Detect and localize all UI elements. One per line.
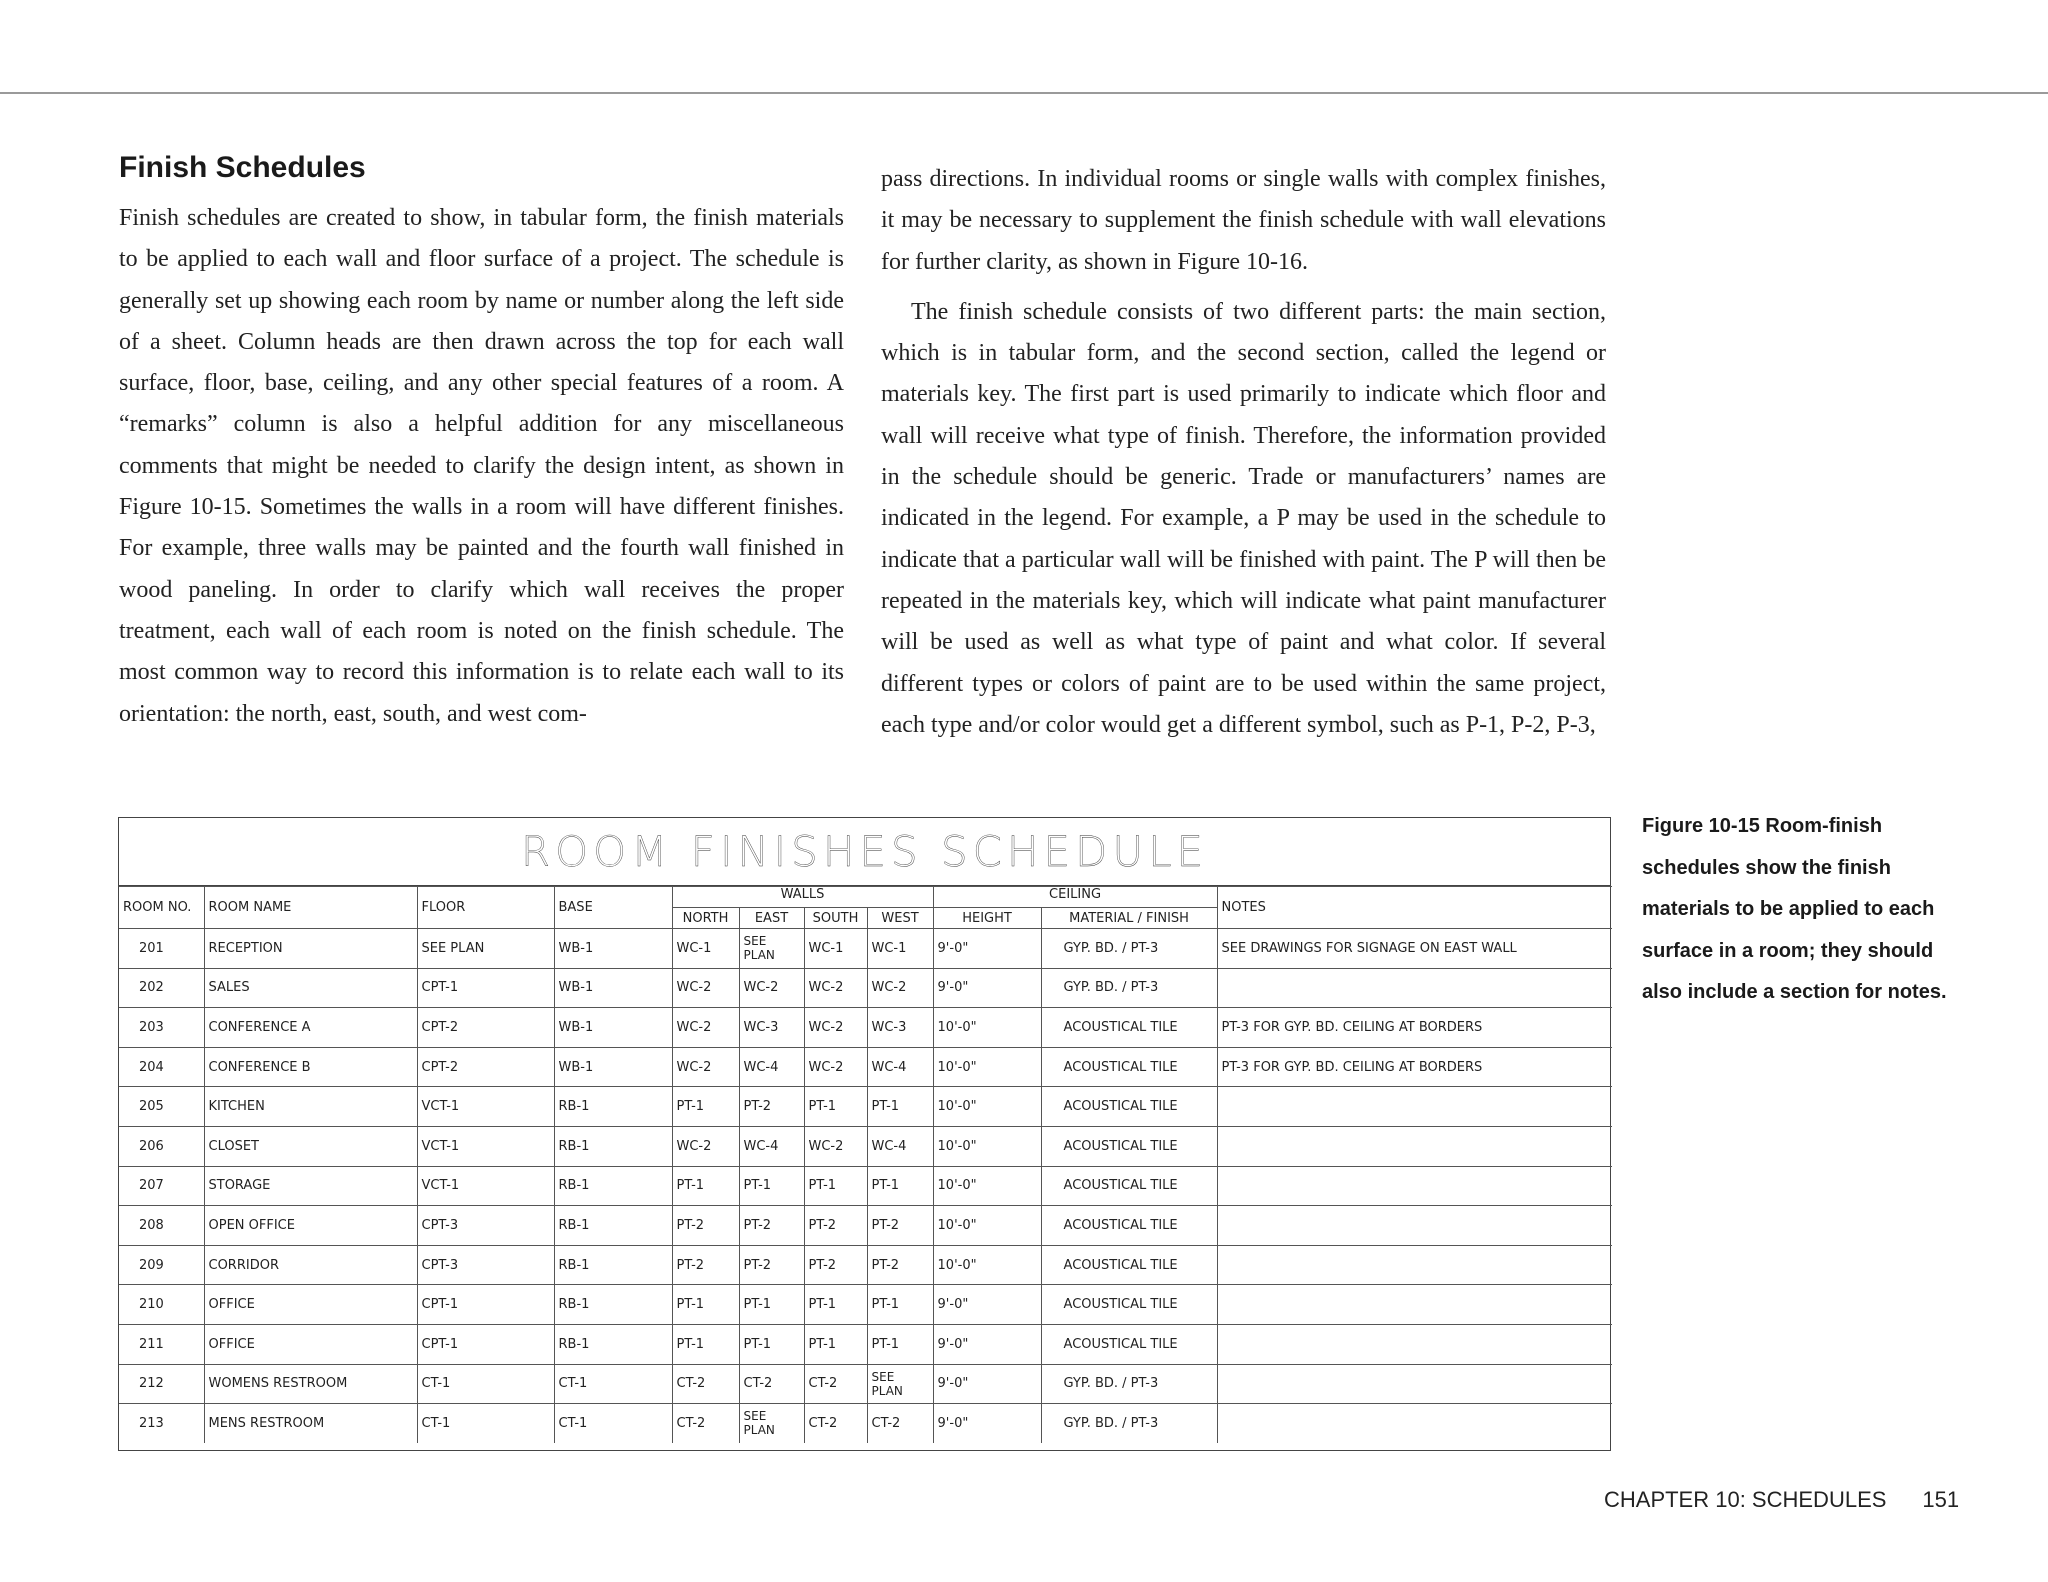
cell-height: 10'-0" — [933, 1087, 1041, 1127]
cell-base: RB-1 — [554, 1087, 672, 1127]
table-row — [119, 1047, 1612, 1087]
cell-notes: PT-3 FOR GYP. BD. CEILING AT BORDERS — [1217, 1008, 1612, 1048]
cell-north: WC-2 — [672, 1047, 739, 1087]
table-row — [119, 1206, 1612, 1246]
right-paragraph-2: The finish schedule consists of two different parts: the main section, which is in tabular form, and the second section, called the legend or materials key. The first part is used primarily to indicate which floor and wall will receive what type of finish. Therefore, the information provided in the schedule should be generic. Trade or manufacturers’ names are indicated in the legend. For example, a P may be used in the schedule to indicate that a particular wall will be finished with paint. The P will then be repeated in the materials key, which will indicate what paint manufacturer will be used as well as what type of paint and what color. If several different types or colors of paint are to be used within the same project, each type and/or color would get a different symbol, such as P-1, P-2, P-3, — [881, 298, 1606, 738]
cell-north: WC-1 — [672, 929, 739, 969]
cell-north: CT-2 — [672, 1404, 739, 1443]
table-row — [119, 1126, 1612, 1166]
cell-east: CT-2 — [739, 1364, 804, 1404]
cell-floor: CPT-3 — [417, 1245, 554, 1285]
cell-name: OFFICE — [204, 1285, 417, 1325]
cell-material: GYP. BD. / PT-3 — [1041, 968, 1217, 1008]
top-rule — [0, 92, 2048, 94]
cell-no: 212 — [119, 1364, 204, 1404]
cell-west: WC-4 — [867, 1047, 933, 1087]
cell-north: PT-2 — [672, 1245, 739, 1285]
cell-south: PT-1 — [804, 1087, 867, 1127]
table-row — [119, 1404, 1612, 1443]
cell-west: WC-3 — [867, 1008, 933, 1048]
cell-south: CT-2 — [804, 1404, 867, 1443]
header-floor: FLOOR — [417, 887, 554, 929]
cell-west: PT-1 — [867, 1324, 933, 1364]
header-height: HEIGHT — [933, 908, 1041, 929]
right-paragraph-1: pass directions. In individual rooms or single walls with complex finishes, it may be necessary to supplement the finish schedule with wall elevations for further clarity, as shown in Figure 10-16. — [881, 166, 1606, 275]
cell-material: ACOUSTICAL TILE — [1041, 1166, 1217, 1206]
schedule-table — [119, 886, 1612, 1443]
chapter-label: CHAPTER 10: SCHEDULES — [1604, 1487, 1887, 1512]
cell-base: RB-1 — [554, 1206, 672, 1246]
cell-no: 208 — [119, 1206, 204, 1246]
header-room-name: ROOM NAME — [204, 887, 417, 929]
table-row — [119, 968, 1612, 1008]
cell-name: MENS RESTROOM — [204, 1404, 417, 1443]
cell-height: 10'-0" — [933, 1206, 1041, 1246]
section-heading: Finish Schedules — [119, 151, 366, 184]
cell-east: PT-1 — [739, 1324, 804, 1364]
cell-north: CT-2 — [672, 1364, 739, 1404]
header-east: EAST — [739, 908, 804, 929]
cell-south: PT-1 — [804, 1324, 867, 1364]
cell-north: WC-2 — [672, 1008, 739, 1048]
cell-height: 9'-0" — [933, 929, 1041, 969]
header-south: SOUTH — [804, 908, 867, 929]
schedule-title: ROOM FINISHES SCHEDULE — [119, 818, 1610, 886]
table-row — [119, 1324, 1612, 1364]
cell-north: WC-2 — [672, 1126, 739, 1166]
cell-base: CT-1 — [554, 1364, 672, 1404]
cell-notes: PT-3 FOR GYP. BD. CEILING AT BORDERS — [1217, 1047, 1612, 1087]
cell-height: 10'-0" — [933, 1047, 1041, 1087]
cell-name: WOMENS RESTROOM — [204, 1364, 417, 1404]
cell-north: PT-1 — [672, 1285, 739, 1325]
left-paragraph: Finish schedules are created to show, in tabular form, the finish materials to be applied to each wall and floor surface of a project. The schedule is generally set up showing each room by name or number along the left side of a sheet. Column heads are then drawn across the top for each wall surface, floor, base, ceiling, and any other special features of a room. A “remarks” column is also a helpful addition for any miscellaneous comments that might be needed to clarify the design intent, as shown in Figure 10-15. Sometimes the walls in a room will have different finishes. For example, three walls may be painted and the fourth wall finished in wood paneling. In order to clarify which wall receives the proper treatment, each wall of each room is noted on the finish schedule. The most common way to record this information is to relate each wall to its orientation: the north, east, south, and west com- — [119, 205, 844, 727]
cell-base: WB-1 — [554, 1008, 672, 1048]
cell-name: KITCHEN — [204, 1087, 417, 1127]
cell-height: 10'-0" — [933, 1166, 1041, 1206]
cell-notes — [1217, 1364, 1612, 1404]
cell-base: RB-1 — [554, 1126, 672, 1166]
cell-no: 202 — [119, 968, 204, 1008]
cell-material: ACOUSTICAL TILE — [1041, 1047, 1217, 1087]
cell-east: SEE PLAN — [739, 1404, 804, 1443]
cell-floor: VCT-1 — [417, 1126, 554, 1166]
cell-base: CT-1 — [554, 1404, 672, 1443]
cell-west: PT-2 — [867, 1206, 933, 1246]
cell-east: SEE PLAN — [739, 929, 804, 969]
cell-north: PT-1 — [672, 1166, 739, 1206]
cell-north: WC-2 — [672, 968, 739, 1008]
cell-floor: CT-1 — [417, 1404, 554, 1443]
left-column — [119, 150, 844, 735]
cell-west: PT-1 — [867, 1087, 933, 1127]
cell-east: PT-1 — [739, 1285, 804, 1325]
cell-west: PT-1 — [867, 1166, 933, 1206]
header-base: BASE — [554, 887, 672, 929]
cell-north: PT-2 — [672, 1206, 739, 1246]
cell-material: ACOUSTICAL TILE — [1041, 1206, 1217, 1246]
cell-east: PT-1 — [739, 1166, 804, 1206]
header-material: MATERIAL / FINISH — [1041, 908, 1217, 929]
table-row — [119, 1166, 1612, 1206]
cell-name: CONFERENCE B — [204, 1047, 417, 1087]
cell-floor: SEE PLAN — [417, 929, 554, 969]
cell-material: GYP. BD. / PT-3 — [1041, 1404, 1217, 1443]
cell-east: WC-4 — [739, 1126, 804, 1166]
cell-no: 203 — [119, 1008, 204, 1048]
cell-west: SEE PLAN — [867, 1364, 933, 1404]
cell-floor: CPT-1 — [417, 968, 554, 1008]
cell-south: WC-2 — [804, 968, 867, 1008]
cell-base: RB-1 — [554, 1166, 672, 1206]
schedule-body — [119, 929, 1612, 1443]
page-footer — [1604, 1487, 1959, 1513]
cell-floor: CT-1 — [417, 1364, 554, 1404]
cell-material: GYP. BD. / PT-3 — [1041, 929, 1217, 969]
cell-south: WC-2 — [804, 1047, 867, 1087]
cell-south: CT-2 — [804, 1364, 867, 1404]
cell-west: WC-4 — [867, 1126, 933, 1166]
cell-no: 207 — [119, 1166, 204, 1206]
cell-name: CORRIDOR — [204, 1245, 417, 1285]
cell-floor: CPT-2 — [417, 1047, 554, 1087]
cell-height: 9'-0" — [933, 1404, 1041, 1443]
cell-height: 9'-0" — [933, 1364, 1041, 1404]
room-finishes-schedule — [118, 817, 1611, 1451]
cell-base: WB-1 — [554, 968, 672, 1008]
cell-east: PT-2 — [739, 1206, 804, 1246]
cell-north: PT-1 — [672, 1324, 739, 1364]
cell-west: WC-1 — [867, 929, 933, 969]
cell-floor: CPT-2 — [417, 1008, 554, 1048]
cell-no: 209 — [119, 1245, 204, 1285]
table-row — [119, 929, 1612, 969]
cell-height: 9'-0" — [933, 1285, 1041, 1325]
cell-east: WC-2 — [739, 968, 804, 1008]
cell-no: 210 — [119, 1285, 204, 1325]
cell-material: ACOUSTICAL TILE — [1041, 1087, 1217, 1127]
cell-notes — [1217, 1206, 1612, 1246]
cell-name: OFFICE — [204, 1324, 417, 1364]
cell-south: WC-1 — [804, 929, 867, 969]
page-number: 151 — [1922, 1487, 1960, 1512]
cell-base: WB-1 — [554, 929, 672, 969]
cell-south: WC-2 — [804, 1008, 867, 1048]
cell-base: RB-1 — [554, 1285, 672, 1325]
table-row — [119, 1364, 1612, 1404]
header-west: WEST — [867, 908, 933, 929]
cell-no: 211 — [119, 1324, 204, 1364]
header-room-no: ROOM NO. — [119, 887, 204, 929]
cell-material: ACOUSTICAL TILE — [1041, 1008, 1217, 1048]
cell-notes — [1217, 1126, 1612, 1166]
table-row — [119, 1285, 1612, 1325]
table-row — [119, 1087, 1612, 1127]
table-row — [119, 1008, 1612, 1048]
cell-base: RB-1 — [554, 1324, 672, 1364]
cell-west: CT-2 — [867, 1404, 933, 1443]
cell-east: WC-3 — [739, 1008, 804, 1048]
cell-floor: VCT-1 — [417, 1087, 554, 1127]
cell-material: ACOUSTICAL TILE — [1041, 1324, 1217, 1364]
cell-notes — [1217, 1285, 1612, 1325]
table-row — [119, 1245, 1612, 1285]
cell-base: RB-1 — [554, 1245, 672, 1285]
cell-floor: CPT-1 — [417, 1324, 554, 1364]
cell-name: OPEN OFFICE — [204, 1206, 417, 1246]
cell-notes — [1217, 1324, 1612, 1364]
right-column — [881, 159, 1606, 746]
cell-notes — [1217, 968, 1612, 1008]
cell-floor: CPT-3 — [417, 1206, 554, 1246]
cell-no: 206 — [119, 1126, 204, 1166]
cell-height: 10'-0" — [933, 1008, 1041, 1048]
cell-south: PT-1 — [804, 1285, 867, 1325]
cell-material: ACOUSTICAL TILE — [1041, 1245, 1217, 1285]
cell-notes — [1217, 1245, 1612, 1285]
cell-name: RECEPTION — [204, 929, 417, 969]
cell-east: PT-2 — [739, 1245, 804, 1285]
cell-north: PT-1 — [672, 1087, 739, 1127]
cell-west: WC-2 — [867, 968, 933, 1008]
cell-name: CLOSET — [204, 1126, 417, 1166]
cell-east: WC-4 — [739, 1047, 804, 1087]
cell-height: 10'-0" — [933, 1126, 1041, 1166]
cell-east: PT-2 — [739, 1087, 804, 1127]
header-walls: WALLS — [672, 887, 933, 908]
cell-height: 9'-0" — [933, 1324, 1041, 1364]
header-row-1 — [119, 887, 1612, 908]
cell-material: ACOUSTICAL TILE — [1041, 1285, 1217, 1325]
cell-height: 10'-0" — [933, 1245, 1041, 1285]
header-notes: NOTES — [1217, 887, 1612, 929]
cell-west: PT-2 — [867, 1245, 933, 1285]
cell-south: PT-1 — [804, 1166, 867, 1206]
cell-west: PT-1 — [867, 1285, 933, 1325]
cell-notes — [1217, 1087, 1612, 1127]
cell-material: GYP. BD. / PT-3 — [1041, 1364, 1217, 1404]
cell-south: WC-2 — [804, 1126, 867, 1166]
cell-south: PT-2 — [804, 1245, 867, 1285]
figure-caption: Figure 10-15 Room-finish schedules show the finish materials to be applied to each surface in a room; they should also include a section for notes. — [1642, 815, 1947, 1003]
cell-no: 204 — [119, 1047, 204, 1087]
cell-floor: VCT-1 — [417, 1166, 554, 1206]
header-ceiling: CEILING — [933, 887, 1217, 908]
cell-notes — [1217, 1404, 1612, 1443]
cell-south: PT-2 — [804, 1206, 867, 1246]
cell-floor: CPT-1 — [417, 1285, 554, 1325]
cell-name: CONFERENCE A — [204, 1008, 417, 1048]
cell-no: 205 — [119, 1087, 204, 1127]
cell-material: ACOUSTICAL TILE — [1041, 1126, 1217, 1166]
cell-name: SALES — [204, 968, 417, 1008]
header-north: NORTH — [672, 908, 739, 929]
cell-notes: SEE DRAWINGS FOR SIGNAGE ON EAST WALL — [1217, 929, 1612, 969]
cell-base: WB-1 — [554, 1047, 672, 1087]
cell-name: STORAGE — [204, 1166, 417, 1206]
cell-notes — [1217, 1166, 1612, 1206]
cell-no: 213 — [119, 1404, 204, 1443]
cell-no: 201 — [119, 929, 204, 969]
cell-height: 9'-0" — [933, 968, 1041, 1008]
